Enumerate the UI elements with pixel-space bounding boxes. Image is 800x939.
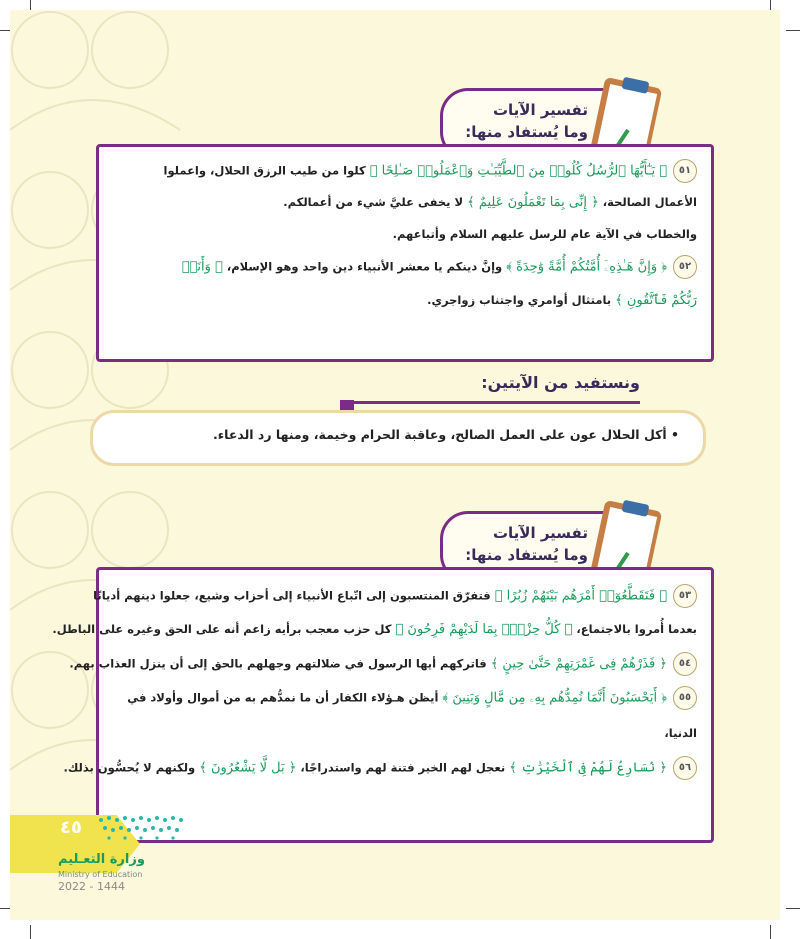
verse-number-badge: ٥٥ — [673, 686, 697, 710]
ministry-name-ar: وزارة التعـليم — [58, 852, 145, 867]
verse-52-line — [113, 255, 697, 279]
verse-55-line — [113, 686, 697, 710]
verse-56-line — [63, 756, 697, 780]
crop-mark — [30, 925, 31, 939]
verse-55-line-2: الدنيا، — [664, 726, 697, 740]
crop-mark — [786, 908, 800, 909]
quran-text: رَبُّكُمْ فَٱتَّقُونِ ﴾ — [615, 293, 697, 308]
quran-text: ﴿ كُلُّ حِزْبٍۭ بِمَا لَدَيْهِمْ فَرِحُونَ ﴾ — [395, 622, 573, 637]
verse-number-badge: ٥٢ — [673, 255, 697, 279]
verse-51-note: والخطاب في الآية عام للرسل عليهم السلام وأتباعهم. — [392, 227, 697, 241]
header-title-line1: تفسير الآيات — [492, 524, 588, 542]
verse-52-line-2 — [113, 289, 697, 312]
tafsir-text: كل حزب معجب برأيه زاعم أنه على الحق وغيره على الباطل. — [52, 622, 392, 636]
verse-number-badge: ٥٦ — [673, 756, 697, 780]
quran-text: ﴿ بَل لَّا يَشْعُرُونَ ﴾ — [199, 760, 297, 776]
verse-53-line-2 — [52, 618, 697, 641]
tafsir-panel — [96, 144, 714, 362]
quran-text: ﴿ نُسَارِعُ لَهُمْ فِى ٱلْخَيْرَٰتِ ﴾ — [509, 760, 667, 776]
verse-51-line-2 — [113, 191, 697, 214]
edition-year: 2022 - 1444 — [58, 880, 125, 893]
header-title-line2: وما يُستفاد منها: — [465, 123, 588, 141]
tafsir-text: فاتركهم أيها الرسول في ضلالتهم وجهلهم بالحق إلى أن ينزل العذاب بهم. — [69, 656, 487, 671]
header-title-line2: وما يُستفاد منها: — [465, 546, 588, 564]
page-number: ٤٥ — [60, 817, 82, 838]
tafsir-text: فتفرّق المنتسبون إلى اتّباع الأنبياء إلى أحزاب وشيع، جعلوا دينهم أديانًا — [93, 588, 491, 603]
quran-text: ﴿ أَيَحْسَبُونَ أَنَّمَا نُمِدُّهُم بِهِۦ مِن مَّالٍ وَبَنِينَ ﴾ — [442, 690, 667, 706]
verse-number-badge: ٥١ — [673, 159, 697, 183]
quran-text: ﴿ فَذَرْهُمْ فِى غَمْرَتِهِمْ حَتَّىٰ حِينٍ ﴾ — [490, 656, 667, 672]
benefit-box — [90, 410, 706, 466]
tafsir-text: الأعمال الصالحة، — [602, 195, 697, 209]
quran-text: ﴿ وَإِنَّ هَـٰذِهِۦٓ أُمَّتُكُمْ أُمَّةً وَٰحِدَةً ﴾ — [506, 259, 667, 275]
quran-text: ﴿ فَتَقَطَّعُوٓا۟ أَمْرَهُم بَيْنَهُمْ زُبُرًا ﴾ — [494, 588, 667, 604]
tafsir-text: ولكنهم لا يُحسُّون بذلك. — [63, 760, 196, 775]
tafsir-text: بامتثال أوامري واجتناب زواجري. — [427, 293, 612, 307]
benefit-bullet: • أكل الحلال عون على العمل الصالح، وعاقبة الحرام وخيمة، ومنها رد الدعاء. — [213, 427, 679, 442]
crop-mark — [770, 925, 771, 939]
crop-mark — [786, 30, 800, 31]
tafsir-text: أيظن هـؤلاء الكفار أن ما نمدُّهم به من أموال وأولاد في — [127, 690, 439, 705]
benefit-title: ونستفيد من الآيتين: — [481, 373, 640, 392]
quran-text: ﴿ وَأَنَا۠ — [181, 259, 223, 275]
verse-53-line — [93, 584, 697, 608]
ministry-name-en: Ministry of Education — [58, 870, 143, 879]
verse-54-line — [69, 652, 697, 676]
tafsir-text: بعدما أُمروا بالاجتماع، — [576, 622, 697, 636]
quran-text: ﴿ إِنِّى بِمَا تَعْمَلُونَ عَلِيمٌ ﴾ — [467, 195, 599, 210]
ministry-logo-dots — [96, 812, 186, 842]
benefit-heading — [340, 371, 640, 404]
verse-51-line — [113, 159, 697, 183]
tafsir-text: لا يخفى عليَّ شيء من أعمالكم. — [283, 195, 464, 209]
header-title-line1: تفسير الآيات — [492, 101, 588, 119]
tafsir-text: كلوا من طيب الرزق الحلال، واعملوا — [163, 163, 366, 178]
tafsir-text: وإنَّ دينكم يا معشر الأنبياء دين واحد وهو الإسلام، — [226, 259, 503, 274]
tafsir-text: نعجل لهم الخير فتنة لهم واستدراجًا، — [300, 760, 506, 775]
verse-number-badge: ٥٤ — [673, 652, 697, 676]
verse-number-badge: ٥٣ — [673, 584, 697, 608]
quran-text: ﴿ يَـٰٓأَيُّهَا ٱلرُّسُلُ كُلُوا۟ مِنَ ٱلطَّيِّبَـٰتِ وَٱعْمَلُوا۟ صَـٰلِحًا ﴾ — [369, 163, 667, 179]
